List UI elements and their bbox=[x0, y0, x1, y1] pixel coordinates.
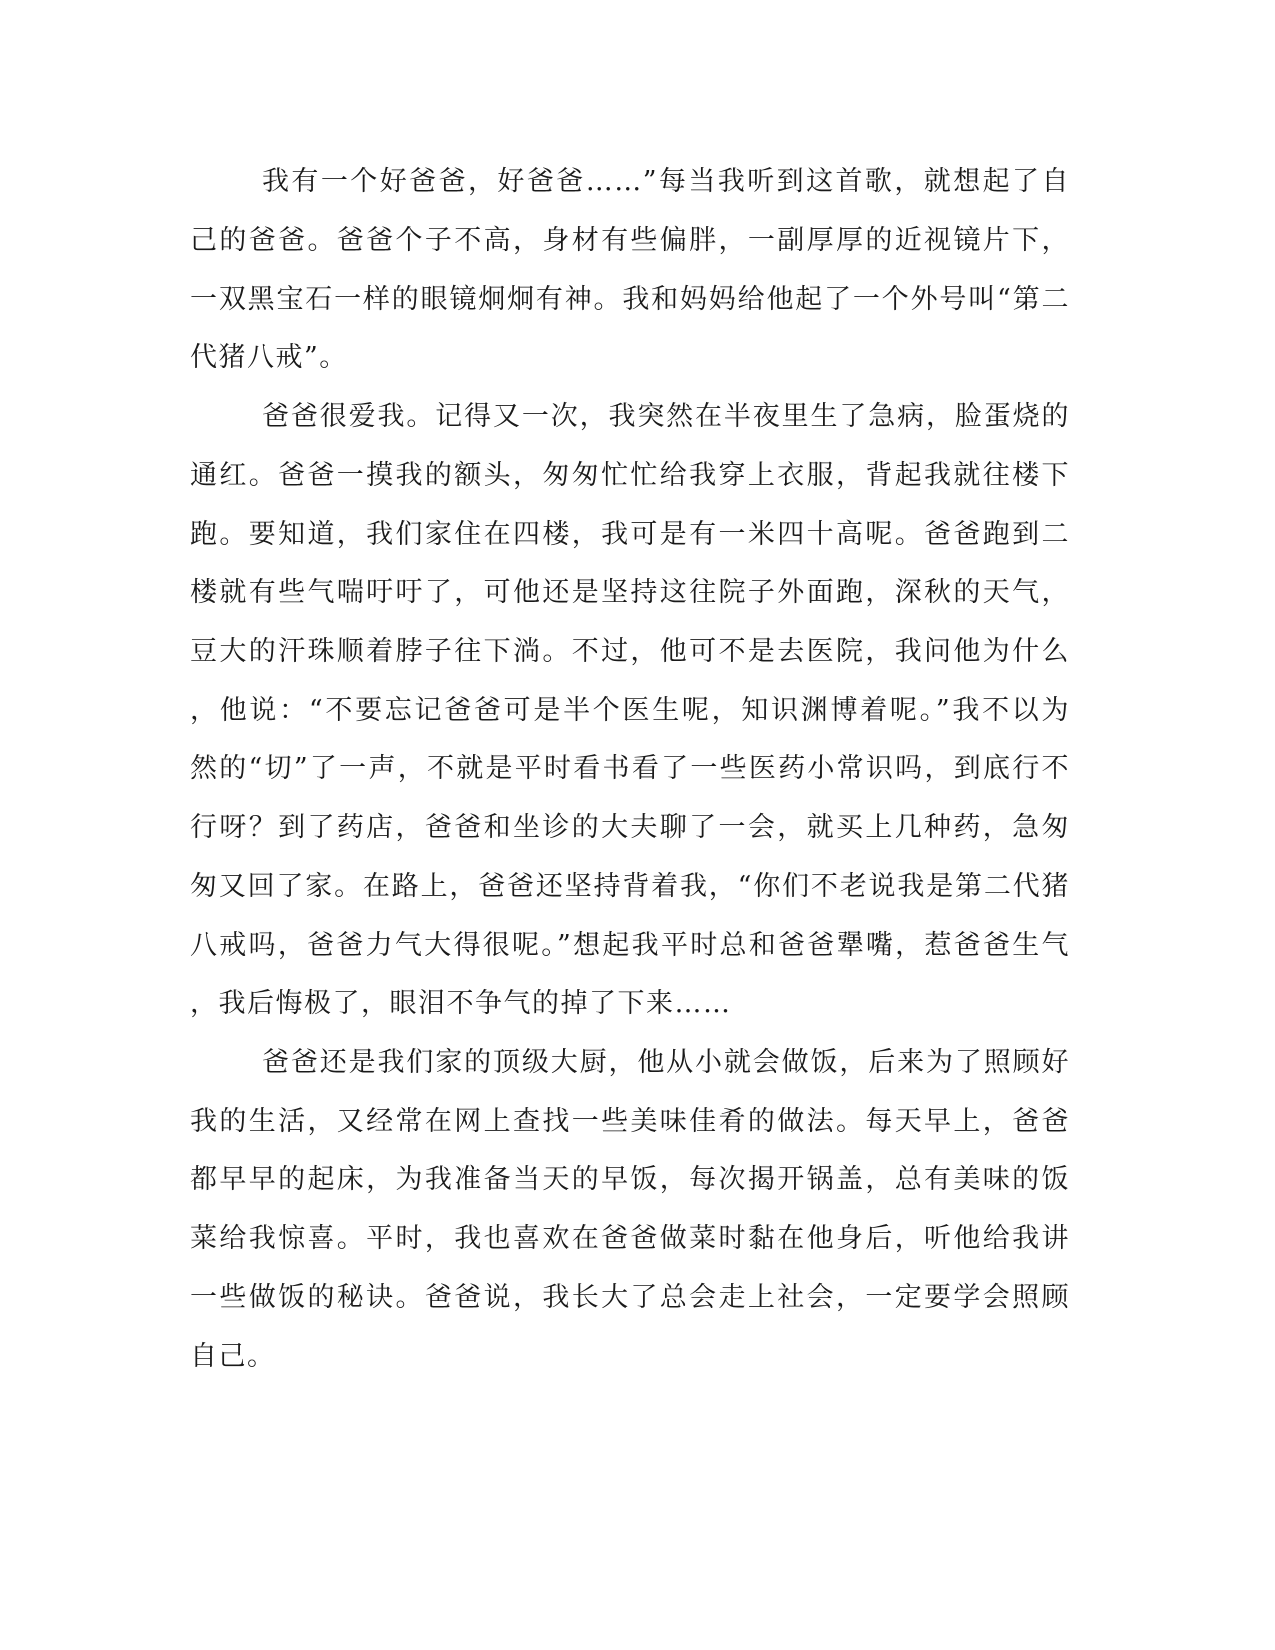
paragraph-3-line-4: 菜给我惊喜。平时，我也喜欢在爸爸做菜时黏在他身后，听他给我讲 bbox=[190, 1223, 1070, 1254]
paragraph-2-line-6: ，他说：“不要忘记爸爸可是半个医生呢，知识渊博着呢。”我不以为 bbox=[190, 695, 1070, 726]
paragraph-3-line-2: 我的生活，又经常在网上查找一些美味佳肴的做法。每天早上，爸爸 bbox=[190, 1106, 1070, 1137]
paragraph-3-line-1: 爸爸还是我们家的顶级大厨，他从小就会做饭，后来为了照顾好 bbox=[262, 1047, 1070, 1078]
paragraph-1-line-4: 代猪八戒”。 bbox=[190, 342, 348, 373]
paragraph-3-line-6: 自己。 bbox=[190, 1341, 276, 1372]
paragraph-2-line-9: 匆又回了家。在路上，爸爸还坚持背着我，“你们不老说我是第二代猪 bbox=[190, 871, 1070, 902]
paragraph-2-line-4: 楼就有些气喘吁吁了，可他还是坚持这往院子外面跑，深秋的天气， bbox=[190, 577, 1070, 608]
paragraph-3-line-3: 都早早的起床，为我准备当天的早饭，每次揭开锅盖，总有美味的饭 bbox=[190, 1164, 1070, 1195]
paragraph-2-line-2: 通红。爸爸一摸我的额头，匆匆忙忙给我穿上衣服，背起我就往楼下 bbox=[190, 460, 1070, 491]
paragraph-2-line-8: 行呀？到了药店，爸爸和坐诊的大夫聊了一会，就买上几种药，急匆 bbox=[190, 812, 1070, 843]
paragraph-1-line-2: 己的爸爸。爸爸个子不高，身材有些偏胖，一副厚厚的近视镜片下， bbox=[190, 225, 1070, 256]
paragraph-1-line-3: 一双黑宝石一样的眼镜炯炯有神。我和妈妈给他起了一个外号叫“第二 bbox=[190, 284, 1070, 315]
paragraph-1-line-1: 我有一个好爸爸，好爸爸……”每当我听到这首歌，就想起了自 bbox=[262, 166, 1070, 197]
paragraph-2-line-1: 爸爸很爱我。记得又一次，我突然在半夜里生了急病，脸蛋烧的 bbox=[262, 401, 1070, 432]
paragraph-2-line-11: ，我后悔极了，眼泪不争气的掉了下来…… bbox=[190, 988, 732, 1019]
paragraph-3-line-5: 一些做饭的秘诀。爸爸说，我长大了总会走上社会，一定要学会照顾 bbox=[190, 1282, 1070, 1313]
paragraph-2-line-10: 八戒吗，爸爸力气大得很呢。”想起我平时总和爸爸犟嘴，惹爸爸生气 bbox=[190, 930, 1070, 961]
paragraph-2-line-7: 然的“切”了一声，不就是平时看书看了一些医药小常识吗，到底行不 bbox=[190, 753, 1070, 784]
paragraph-2-line-5: 豆大的汗珠顺着脖子往下淌。不过，他可不是去医院，我问他为什么 bbox=[190, 636, 1070, 667]
paragraph-2-line-3: 跑。要知道，我们家住在四楼，我可是有一米四十高呢。爸爸跑到二 bbox=[190, 519, 1070, 550]
